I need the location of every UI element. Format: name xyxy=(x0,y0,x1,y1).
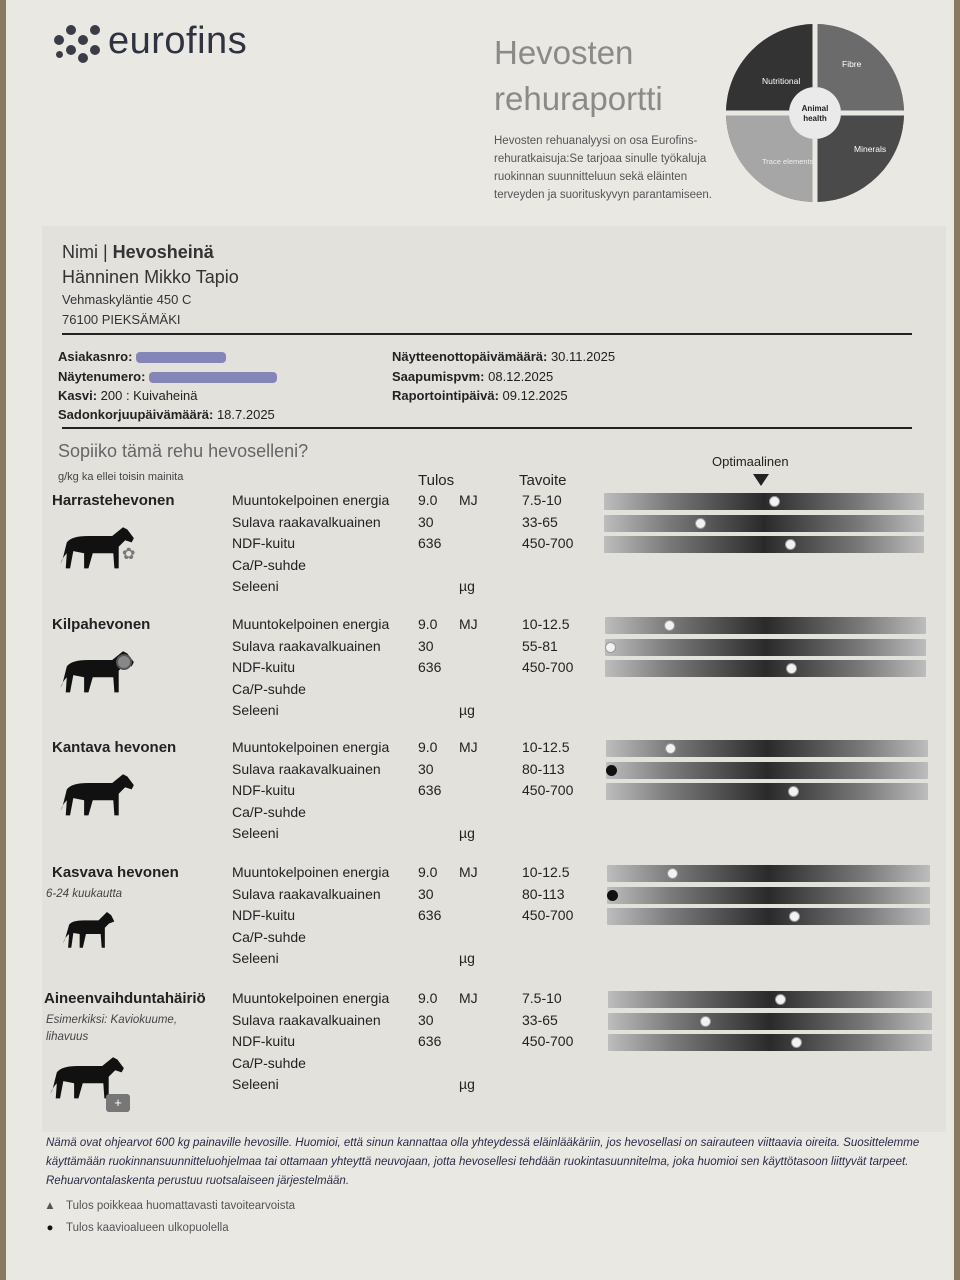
nutrient-row xyxy=(6,739,954,760)
group-subtitle: 6-24 kuukautta xyxy=(46,888,123,900)
divider-top xyxy=(62,333,912,335)
name-label: Nimi | xyxy=(62,242,113,262)
nutrient-row xyxy=(6,681,954,702)
result-value: 636 xyxy=(418,782,442,798)
result-marker xyxy=(785,539,796,550)
nutrient-name: Sulava raakavalkuainen xyxy=(232,1011,381,1028)
range-bar xyxy=(605,639,926,656)
nutrient-row xyxy=(6,514,954,535)
result-unit: µg xyxy=(459,950,475,966)
black-dot-icon: ● xyxy=(46,1222,54,1234)
result-marker xyxy=(788,786,799,797)
nutrient-name: NDF-kuitu xyxy=(232,782,296,798)
range-bar xyxy=(606,762,928,779)
target-range: 450-700 xyxy=(522,782,574,798)
nutrient-name: Ca/P-suhde xyxy=(232,556,306,573)
horse-group xyxy=(6,616,954,728)
result-value: 30 xyxy=(418,637,434,654)
result-unit: MJ xyxy=(459,990,478,1006)
puzzle-label-minerals: Minerals xyxy=(854,144,887,154)
result-marker xyxy=(665,743,676,754)
target-range: 55-81 xyxy=(522,637,558,654)
column-header-tulos: Tulos xyxy=(418,472,455,489)
title-line-1: Hevosten xyxy=(494,34,634,71)
nutrient-name: Muuntokelpoinen energia xyxy=(232,990,390,1006)
meta-naytenumero: Näytenumero: xyxy=(58,369,277,384)
result-marker xyxy=(789,911,800,922)
nutrient-name: Ca/P-suhde xyxy=(232,928,306,945)
range-bar xyxy=(607,865,930,882)
nutrient-row xyxy=(6,638,954,659)
result-value: 9.0 xyxy=(418,492,438,508)
nutrient-row xyxy=(6,886,954,907)
range-bar xyxy=(606,783,928,800)
meta-naytteenotto: Näytteenottopäivämäärä: 30.11.2025 xyxy=(392,349,616,364)
result-unit: µg xyxy=(459,578,475,594)
result-value: 636 xyxy=(418,1033,442,1049)
nutrient-name: NDF-kuitu xyxy=(232,1033,296,1049)
legend-deviation: ▲ Tulos poikkeaa huomattavasti tavoitearvoista xyxy=(44,1200,296,1212)
puzzle-label-nutritional: Nutritional xyxy=(762,76,801,86)
eurofins-logo xyxy=(54,20,247,63)
target-range: 7.5-10 xyxy=(522,990,562,1006)
result-marker xyxy=(791,1037,802,1048)
divider-bottom xyxy=(62,427,912,429)
target-range: 33-65 xyxy=(522,1011,558,1028)
group-title: Kilpahevonen xyxy=(52,616,151,633)
group-title: Harrastehevonen xyxy=(52,492,175,509)
result-value: 636 xyxy=(418,535,442,551)
group-subtitle: Esimerkiksi: Kaviokuume, lihavuus xyxy=(46,1014,178,1043)
nutrient-row xyxy=(6,990,954,1011)
name-line xyxy=(62,242,214,263)
nutrient-row xyxy=(6,907,954,928)
result-marker xyxy=(695,518,706,529)
horse-group xyxy=(6,990,954,1110)
result-value: 9.0 xyxy=(418,864,438,880)
nutrient-row xyxy=(6,929,954,950)
range-bar xyxy=(604,493,924,510)
brand-name: eurofins xyxy=(108,20,248,62)
puzzle-wheel-graphic xyxy=(724,22,906,204)
result-marker xyxy=(786,663,797,674)
product-name: Hevosheinä xyxy=(112,242,214,262)
nutrient-row xyxy=(6,578,954,599)
range-bar xyxy=(608,1034,932,1051)
result-unit: µg xyxy=(459,825,475,841)
nutrient-row xyxy=(6,492,954,513)
meta-asiakasnro: Asiakasnro: xyxy=(58,349,226,364)
nutrient-row xyxy=(6,1012,954,1033)
optimal-label: Optimaalinen xyxy=(712,454,789,469)
result-value: 30 xyxy=(418,1011,434,1028)
target-range: 10-12.5 xyxy=(522,739,570,755)
nutrient-name: Muuntokelpoinen energia xyxy=(232,739,390,755)
puzzle-label-trace: Trace elements xyxy=(762,157,814,166)
nutrient-name: Ca/P-suhde xyxy=(232,803,306,820)
result-value: 9.0 xyxy=(418,739,438,755)
report-sheet xyxy=(6,0,954,1280)
nutrient-row xyxy=(6,1033,954,1054)
nutrient-row xyxy=(6,616,954,637)
puzzle-label-animal-health: Animal health xyxy=(801,104,829,123)
target-range: 33-65 xyxy=(522,513,558,530)
units-note: g/kg ka ellei toisin mainita xyxy=(58,471,184,483)
flower-icon: ✿ xyxy=(122,546,136,563)
result-unit: MJ xyxy=(459,739,478,755)
result-unit: MJ xyxy=(459,864,478,880)
target-range: 450-700 xyxy=(522,907,574,923)
result-unit: MJ xyxy=(459,616,478,632)
report-title xyxy=(494,30,663,122)
result-marker xyxy=(605,642,616,653)
nutrient-name: Seleeni xyxy=(232,825,279,841)
result-marker xyxy=(700,1016,711,1027)
nutrient-name: Muuntokelpoinen energia xyxy=(232,616,390,632)
target-range: 80-113 xyxy=(522,760,565,777)
result-marker xyxy=(667,868,678,879)
nutrient-row xyxy=(6,761,954,782)
range-bar xyxy=(604,536,924,553)
result-unit: MJ xyxy=(459,492,478,508)
result-value: 30 xyxy=(418,513,434,530)
target-range: 450-700 xyxy=(522,535,574,551)
range-bar xyxy=(606,740,928,757)
customer-city: 76100 PIEKSÄMÄKI xyxy=(62,312,181,327)
nutrient-name: Muuntokelpoinen energia xyxy=(232,864,390,880)
puzzle-label-fibre: Fibre xyxy=(842,59,862,69)
customer-person: Hänninen Mikko Tapio xyxy=(62,267,239,287)
nutrient-name: Seleeni xyxy=(232,950,279,966)
redacted-sample-number xyxy=(149,372,277,383)
target-range: 10-12.5 xyxy=(522,864,570,880)
optimal-arrow-icon xyxy=(753,474,769,486)
result-unit: µg xyxy=(459,702,475,718)
meta-kasvi: Kasvi: 200 : Kuivaheinä xyxy=(58,388,198,403)
range-bar xyxy=(608,991,932,1008)
result-marker xyxy=(769,496,780,507)
meta-raportointi: Raportointipäivä: 09.12.2025 xyxy=(392,388,568,403)
nutrient-row xyxy=(6,950,954,971)
result-value: 636 xyxy=(418,659,442,675)
result-unit: µg xyxy=(459,1076,475,1092)
nutrient-name: NDF-kuitu xyxy=(232,907,296,923)
result-value: 30 xyxy=(418,885,434,902)
nutrient-row xyxy=(6,1055,954,1076)
nutrient-row xyxy=(6,825,954,846)
range-bar xyxy=(605,660,926,677)
result-value: 9.0 xyxy=(418,616,438,632)
redacted-customer-number xyxy=(136,352,226,363)
nutrient-name: Ca/P-suhde xyxy=(232,680,306,697)
column-header-tavoite: Tavoite xyxy=(519,472,567,489)
range-bar xyxy=(607,908,930,925)
result-marker xyxy=(664,620,675,631)
title-line-2: rehuraportti xyxy=(494,80,663,117)
horse-group xyxy=(6,492,954,604)
group-title: Kasvava hevonen xyxy=(52,864,179,881)
nutrient-row xyxy=(6,659,954,680)
result-value: 636 xyxy=(418,907,442,923)
nutrient-name: NDF-kuitu xyxy=(232,535,296,551)
legend-outside: ● Tulos kaavioalueen ulkopuolella xyxy=(44,1222,229,1234)
nutrient-row xyxy=(6,804,954,825)
result-marker xyxy=(775,994,786,1005)
nutrient-row xyxy=(6,535,954,556)
warning-triangle-icon: ▲ xyxy=(44,1200,56,1212)
nutrient-name: Seleeni xyxy=(232,702,279,718)
result-value: 9.0 xyxy=(418,990,438,1006)
group-title: Aineenvaihduntahäiriö xyxy=(44,990,206,1007)
logo-dots-icon xyxy=(54,21,100,63)
nutrient-row xyxy=(6,702,954,723)
range-bar xyxy=(608,1013,932,1030)
target-range: 450-700 xyxy=(522,1033,574,1049)
nutrient-name: Sulava raakavalkuainen xyxy=(232,637,381,654)
target-range: 80-113 xyxy=(522,885,565,902)
nutrient-name: Ca/P-suhde xyxy=(232,1054,306,1071)
footnote: Nämä ovat ohjearvot 600 kg painaville hevosille. Huomioi, että sinun kannattaa olla yhteydessä eläinlääkäriin, jos hevosellasi on sairauteen viittaavia oireita. Suosittelemme käyttämään ruokinnansuunnitteluohjelmaa tai ottamaan yhteyttä neuvojaan, jotta hevosellesi tehdään ruokintasuunnitelma, joka huomioi sen käyttötasoon liittyvät tarpeet. Rehuarvontalaskenta perustuu ruotsalaiseen järjestelmään. xyxy=(46,1137,920,1187)
out-of-range-marker xyxy=(606,765,617,776)
target-range: 450-700 xyxy=(522,659,574,675)
section-question: Sopiiko tämä rehu hevoselleni? xyxy=(58,441,309,461)
out-of-range-marker xyxy=(607,890,618,901)
target-range: 7.5-10 xyxy=(522,492,562,508)
nutrient-name: Seleeni xyxy=(232,578,279,594)
nutrient-row xyxy=(6,864,954,885)
nutrient-name: Sulava raakavalkuainen xyxy=(232,760,381,777)
target-range: 10-12.5 xyxy=(522,616,570,632)
range-bar xyxy=(605,617,926,634)
medical-kit-icon: + xyxy=(106,1094,130,1112)
nutrient-name: Sulava raakavalkuainen xyxy=(232,513,381,530)
horse-group xyxy=(6,739,954,851)
nutrient-name: Sulava raakavalkuainen xyxy=(232,885,381,902)
range-bar xyxy=(607,887,930,904)
nutrient-row xyxy=(6,1076,954,1097)
range-bar xyxy=(604,515,924,532)
nutrient-row xyxy=(6,557,954,578)
nutrient-name: Seleeni xyxy=(232,1076,279,1092)
customer-street: Vehmaskyläntie 450 C xyxy=(62,292,192,307)
nutrient-row xyxy=(6,782,954,803)
meta-saapumis: Saapumispvm: 08.12.2025 xyxy=(392,369,554,384)
group-title: Kantava hevonen xyxy=(52,739,177,756)
nutrient-name: Muuntokelpoinen energia xyxy=(232,492,390,508)
horse-group xyxy=(6,864,954,976)
intro-text: Hevosten rehuanalyysi on osa Eurofins-rehuratkaisuja:Se tarjoaa sinulle työkaluja ruokinnan suunnitteluun sekä eläinten terveyden ja suorituskyvyn parantamiseen. xyxy=(494,135,712,201)
result-value: 30 xyxy=(418,760,434,777)
nutrient-name: NDF-kuitu xyxy=(232,659,296,675)
meta-sadonkorjuu: Sadonkorjuupäivämäärä: 18.7.2025 xyxy=(58,407,275,422)
